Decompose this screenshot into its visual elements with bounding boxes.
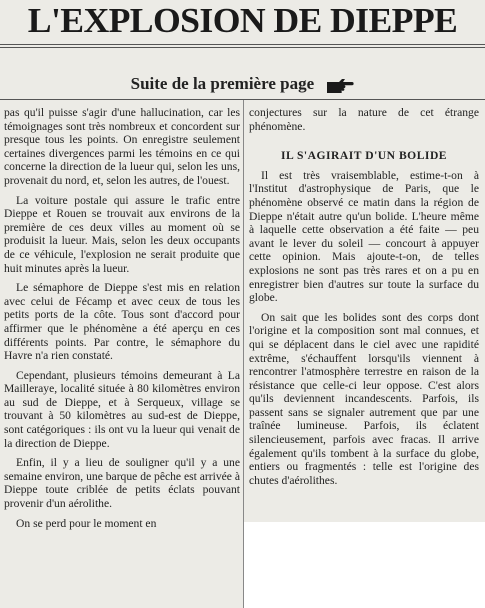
headline: L'EXPLOSION DE DIEPPE bbox=[27, 1, 458, 40]
continuation-label: Suite de la première page bbox=[130, 74, 315, 93]
paragraph: Enfin, il y a lieu de souligner qu'il y a une semaine environ, une barque de pêche est arrivée à Dieppe toute criblée de petits éclats pouvant provenir d'un aérolithe. bbox=[4, 456, 240, 511]
pointing-hand-icon bbox=[326, 77, 354, 98]
section-title: IL S'AGIRAIT D'UN BOLIDE bbox=[280, 149, 448, 163]
paragraph: On sait que les bolides sont des corps dont l'origine et la composition sont mal connues, et qui se déplacent dans le ciel avec une rapidité extrême, s'échauffent lorsqu'ils viennent à rencontrer l'atmosphère terrestre en raison de la résistance que celle-ci leur oppose. C'est alors qu'ils deviennent incandescents. Parfois, ils passent sans se signaler autrement que par une traînée lumineuse. Parfois, ils éclatent silencieusement, parfois avec fracas. Il arrive également qu'ils tombent à la surface du globe, entiers ou fragmentés : telle est l'origine des chutes d'aérolithes. bbox=[249, 310, 479, 487]
headline-rule-top bbox=[0, 44, 485, 45]
paragraph: Il est très vraisemblable, estime-t-on à l'Institut d'astrophysique de Paris, que le phénomène observé ce matin dans la région de Dieppe n'était autre qu'un bolide. L'heure même à laquelle cette observation a été faite — peu avant le lever du soleil — concourt à appuyer cette opinion. Mais ajoute-t-on, de telles explosions ne sont pas très rares et on a pu en enregistrer bien d'autres sur toute la surface du globe. bbox=[249, 168, 479, 305]
paragraph: On se perd pour le moment en bbox=[16, 516, 157, 530]
right-column bbox=[249, 106, 479, 487]
paragraph: Cependant, plusieurs témoins demeurant à La Mailleraye, localité située à 80 kilomètres environ au sud de Dieppe, et à Serqueux, village se trouvant à 50 kilomètres au sud-est de Dieppe, sont catégoriques : ils ont vu la lueur qui venait de la direction de Dieppe. bbox=[4, 368, 240, 450]
left-column bbox=[4, 106, 240, 530]
paragraph: La voiture postale qui assure le trafic entre Dieppe et Rouen se trouvait aux environs de la première de ces deux villes au moment où se produisit la lueur. Mais, selon les deux occupants de ce véhicule, l'explosion ne serait produite que huit minutes après la lueur. bbox=[4, 193, 240, 275]
headline-rule-bottom bbox=[0, 47, 485, 48]
paragraph: conjectures sur la nature de cet étrange phénomène. bbox=[249, 106, 479, 133]
continuation-heading bbox=[0, 74, 485, 98]
paragraph: pas qu'il puisse s'agir d'une hallucination, car les témoignages sont très nombreux et concordent sur presque tous les points. On enregistre seulement certaines divergences parmi les témoins en ce qui concerne la direction de la lueur qui, selon les uns, provenait du nord, et, selon les autres, de l'ouest. bbox=[4, 106, 240, 187]
paragraph: Le sémaphore de Dieppe s'est mis en relation avec celui de Fécamp et avec ceux de tous les petits ports de la côte. Tous sont d'accord pour affirmer que le phénomène a été aperçu en ces différents points. Par contre, le sémaphore du Havre n'a rien constaté. bbox=[4, 281, 240, 363]
blank-area bbox=[244, 522, 485, 608]
